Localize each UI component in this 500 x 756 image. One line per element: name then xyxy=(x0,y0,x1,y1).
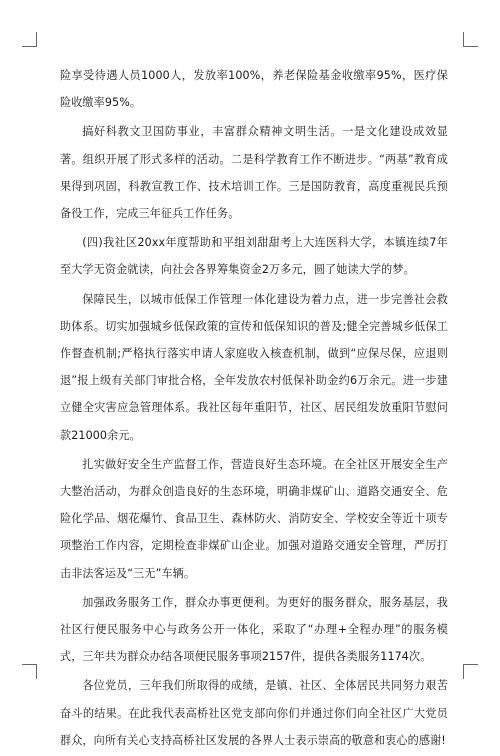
paragraph-student-aid: (四)我社区20xx年度帮助和平组刘甜甜考上大连医科大学，本镇连续7年至大学无资金就读，向社会各界筹集资金2万多元，圆了她读大学的梦。 xyxy=(60,236,448,277)
paragraph-insurance: 险享受待遇人员1000人，发放率100%，养老保险基金收缴率95%，医疗保险收缴率95%。 xyxy=(60,69,448,110)
document-body xyxy=(60,62,448,756)
paragraph-government-service: 加强政务服务工作，群众办事更便利。为更好的服务群众，服务基层，我社区行便民服务中心与政务公开一体化，采取了“办理+全程办理”的服务模式，三年共为群众办结各项便民服务事项2157件，提供各类服务1174次。 xyxy=(60,595,448,664)
crop-mark-bottom-left xyxy=(22,664,37,679)
paragraph-livelihood: 保障民生，以城市低保工作管理一体化建设为着力点，进一步完善社会救助体系。切实加强城乡低保政策的宣传和低保知识的普及;健全完善城乡低保工作督查机制;严格执行落实申请人家庭收入核查机制，做到“应保尽保，应退则退”报上级有关部门审批合格，全年发放农村低保补助金约6万余元。进一步建立健全灾害应急管理体系。我社区每年重阳节，社区、居民组发放重阳节慰问款21000余元。 xyxy=(60,292,448,442)
paragraph-safety: 扎实做好安全生产监督工作，营造良好生态环境。在全社区开展安全生产大整治活动，为群众创造良好的生态环境，明确非煤矿山、道路交通安全、危险化学品、烟花爆竹、食品卫生、森林防火、消防安全、学校安全等近十项专项整治工作内容，定期检查非煤矿山企业。加强对道路交通安全管理，严厉打击非法客运及“三无”车辆。 xyxy=(60,457,448,580)
crop-mark-top-right xyxy=(463,32,478,47)
paragraph-closing: 各位党员，三年我们所取得的成绩，是镇、社区、全体居民共同努力艰苦奋斗的结果。在此我代表高桥社区党支部向你们并通过你们向全社区广大党员群众，向所有关心支持高桥社区发展的各界人士表示崇高的敬意和衷心的感谢! xyxy=(60,679,448,747)
crop-mark-bottom-right xyxy=(463,664,478,679)
crop-mark-top-left xyxy=(22,32,37,47)
paragraph-science-education: 搞好科教文卫国防事业，丰富群众精神文明生活。一是文化建设成效显著。组织开展了形式多样的活动。二是科学教育工作不断进步。“两基”教育成果得到巩固，科教宣教工作、技术培训工作。三是国防教育，高度重视民兵预备役工作，完成三年征兵工作任务。 xyxy=(60,125,448,221)
